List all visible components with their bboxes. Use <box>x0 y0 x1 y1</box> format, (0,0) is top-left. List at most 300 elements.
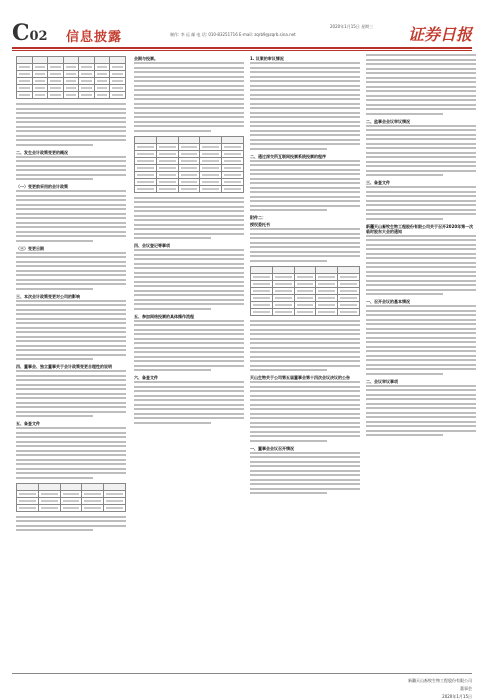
table-cell <box>38 504 60 511</box>
cell-text <box>181 181 198 183</box>
text-line <box>134 281 244 283</box>
table-cell <box>178 185 200 192</box>
text-line <box>16 178 93 180</box>
cell-text <box>202 167 219 169</box>
text-line <box>134 267 244 269</box>
cell-text <box>275 290 292 292</box>
cell-text <box>202 174 219 176</box>
data-table <box>16 483 126 512</box>
text-line <box>366 430 476 432</box>
cell-text <box>66 73 77 75</box>
text-line <box>366 275 476 277</box>
table-cell <box>272 287 294 294</box>
table-cell <box>79 64 95 71</box>
text-line <box>16 204 126 206</box>
table-header-cell <box>17 483 39 490</box>
text-line <box>134 85 244 87</box>
cell-text <box>19 493 36 495</box>
cell-text <box>50 87 61 89</box>
text-line <box>16 126 126 128</box>
text-line <box>250 121 360 123</box>
table-cell <box>104 504 126 511</box>
table-cell <box>272 273 294 280</box>
table-cell <box>316 280 338 287</box>
text-line <box>250 260 327 262</box>
signature-party: 董事会 <box>460 686 472 691</box>
table-row <box>135 171 244 178</box>
text-line <box>250 395 360 397</box>
text-line <box>134 67 244 69</box>
cell-text <box>35 66 46 68</box>
cell-text <box>202 181 219 183</box>
text-line <box>250 237 360 239</box>
table-cell <box>79 85 95 92</box>
cell-text <box>35 87 46 89</box>
section-heading: 四、董事会、独立董事关于会计政策变更合理性的说明 <box>16 364 112 369</box>
text-line <box>250 342 360 344</box>
text-line <box>366 305 476 307</box>
cell-text <box>297 297 314 299</box>
section-heading: 二、发生会计政策变更的概况 <box>16 149 68 155</box>
section-heading: 三、本次会计政策变更对公司的影响 <box>16 293 80 299</box>
section-heading: 1. 议案的审议情况 <box>250 56 284 61</box>
section-heading: 一、董事会会议召开情况 <box>250 445 294 451</box>
cell-text <box>181 188 198 190</box>
table-header-cell <box>82 483 104 490</box>
text-line <box>134 351 244 353</box>
cell-text <box>159 146 176 148</box>
table-cell <box>294 301 316 308</box>
text-line <box>16 454 126 456</box>
text-line <box>134 249 244 251</box>
text-line <box>366 218 443 220</box>
cell-text <box>318 290 335 292</box>
cell-text <box>275 276 292 278</box>
text-line <box>250 164 360 166</box>
text-line <box>366 289 476 291</box>
text-line <box>366 165 476 167</box>
table-cell <box>222 143 244 150</box>
text-line <box>16 139 126 141</box>
table-cell <box>316 294 338 301</box>
text-line <box>366 389 476 391</box>
text-line <box>250 417 360 419</box>
text-line <box>134 404 244 406</box>
text-line <box>250 169 360 171</box>
text-line <box>16 279 126 281</box>
table-cell <box>294 294 316 301</box>
table-cell <box>60 490 82 497</box>
table-cell <box>222 164 244 171</box>
text-line <box>366 134 476 136</box>
text-line <box>250 426 360 428</box>
cell-text <box>50 94 61 96</box>
text-line <box>250 85 360 87</box>
cell-text <box>112 87 123 89</box>
table-cell <box>63 78 79 85</box>
table-cell <box>222 157 244 164</box>
signature-company: 新疆天山畜牧生物工程股份有限公司 <box>408 678 472 683</box>
text-line <box>366 341 476 343</box>
text-line <box>366 403 476 405</box>
text-line <box>366 407 476 409</box>
table-row <box>17 490 126 497</box>
cell-text <box>224 153 241 155</box>
cell-text <box>318 283 335 285</box>
text-line <box>250 148 327 150</box>
table-cell <box>178 171 200 178</box>
text-line <box>366 373 443 375</box>
cell-text <box>97 87 108 89</box>
text-line <box>16 336 126 338</box>
text-line <box>366 248 476 250</box>
text-line <box>366 213 476 215</box>
section-heading: 六、备查文件 <box>134 375 158 380</box>
table-header-cell <box>272 266 294 273</box>
cell-text <box>112 94 123 96</box>
text-line <box>16 274 126 276</box>
table-cell <box>156 143 178 150</box>
text-line <box>16 190 126 192</box>
cell-text <box>159 160 176 162</box>
text-line <box>134 390 244 392</box>
table-cell <box>135 178 157 185</box>
table-cell <box>338 308 360 315</box>
cell-text <box>181 146 198 148</box>
text-line <box>250 452 360 454</box>
paragraph <box>16 370 126 417</box>
table-cell <box>222 150 244 157</box>
table-cell <box>63 64 79 71</box>
text-line <box>16 436 126 438</box>
table-header-cell <box>135 136 157 143</box>
text-line <box>16 130 126 132</box>
text-line <box>366 152 476 154</box>
text-line <box>16 208 126 210</box>
table-cell <box>156 150 178 157</box>
table-cell <box>294 287 316 294</box>
table-row <box>251 308 360 315</box>
paragraph <box>366 235 476 296</box>
text-line <box>134 224 244 226</box>
text-line <box>366 68 476 70</box>
cell-text <box>159 167 176 169</box>
text-line <box>366 416 476 418</box>
text-line <box>250 465 360 467</box>
table-row <box>17 78 126 85</box>
text-line <box>16 529 93 531</box>
text-line <box>250 399 360 401</box>
table-cell <box>17 490 39 497</box>
text-line <box>16 468 126 470</box>
section-heading: 二、会议审议事项 <box>366 378 398 384</box>
cell-text <box>112 66 123 68</box>
text-line <box>250 178 360 180</box>
text-line <box>250 80 360 82</box>
table-cell <box>63 85 79 92</box>
cell-text <box>297 276 314 278</box>
text-line <box>16 370 126 372</box>
table-cell <box>156 185 178 192</box>
cell-text <box>81 66 92 68</box>
section-heading: 三、备查文件 <box>366 180 390 185</box>
text-line <box>250 435 360 437</box>
text-line <box>366 266 476 268</box>
cell-text <box>19 80 30 82</box>
table-cell <box>316 301 338 308</box>
text-line <box>16 516 126 518</box>
text-line <box>134 356 244 358</box>
text-line <box>134 272 244 274</box>
table-row <box>17 92 126 99</box>
text-line <box>250 386 360 388</box>
table-cell <box>94 71 110 78</box>
text-line <box>250 191 360 193</box>
table-cell <box>200 157 222 164</box>
table-header-cell <box>48 57 64 64</box>
paragraph <box>250 62 360 150</box>
cell-text <box>81 94 92 96</box>
text-line <box>366 195 476 197</box>
cell-text <box>224 188 241 190</box>
text-line <box>250 116 360 118</box>
table-cell <box>17 92 33 99</box>
text-line <box>366 280 476 282</box>
table-header-cell <box>32 57 48 64</box>
cell-text <box>106 500 123 502</box>
table-cell <box>48 71 64 78</box>
table-row <box>135 143 244 150</box>
table-cell <box>251 287 273 294</box>
text-line <box>134 121 244 123</box>
cell-text <box>137 188 154 190</box>
text-line <box>16 199 126 201</box>
cell-text <box>63 500 80 502</box>
table-cell <box>48 78 64 85</box>
text-line <box>16 393 126 395</box>
text-line <box>134 320 244 322</box>
text-line <box>134 290 244 292</box>
section-heading: （一）变更前采用的会计政策 <box>16 184 68 189</box>
cell-text <box>275 311 292 313</box>
cell-text <box>84 507 101 509</box>
text-line <box>366 323 476 325</box>
text-line <box>16 240 93 242</box>
text-line <box>250 187 360 189</box>
section-heading: 五、参加网络投票的具体操作流程 <box>134 313 194 319</box>
text-line <box>250 107 360 109</box>
text-line <box>366 328 476 330</box>
text-line <box>250 173 360 175</box>
cell-text <box>137 146 154 148</box>
cell-text <box>137 181 154 183</box>
text-line <box>134 365 244 367</box>
text-line <box>16 432 126 434</box>
text-line <box>366 364 476 366</box>
paragraph <box>134 381 244 424</box>
text-line <box>16 415 93 417</box>
table-cell <box>156 157 178 164</box>
text-line <box>16 165 126 167</box>
table-cell <box>222 185 244 192</box>
table-cell <box>48 92 64 99</box>
text-line <box>16 520 126 522</box>
cell-text <box>66 87 77 89</box>
cell-text <box>84 493 101 495</box>
text-line <box>16 327 126 329</box>
text-line <box>366 108 476 110</box>
cell-text <box>19 500 36 502</box>
table-row <box>17 85 126 92</box>
text-line <box>134 329 244 331</box>
table-cell <box>222 171 244 178</box>
cell-text <box>202 153 219 155</box>
paragraph <box>16 156 126 181</box>
table-row <box>135 164 244 171</box>
text-line <box>134 103 244 105</box>
cell-text <box>35 80 46 82</box>
text-line <box>366 398 476 400</box>
text-line <box>134 197 244 199</box>
cell-text <box>106 507 123 509</box>
cell-text <box>202 146 219 148</box>
text-line <box>366 293 443 295</box>
paragraph <box>134 249 244 310</box>
text-line <box>366 284 476 286</box>
table-row <box>17 71 126 78</box>
text-line <box>134 342 244 344</box>
table-header-cell <box>94 57 110 64</box>
cell-text <box>137 167 154 169</box>
cell-text <box>224 160 241 162</box>
text-line <box>366 81 476 83</box>
table-cell <box>32 78 48 85</box>
paragraph <box>250 381 360 442</box>
paragraph <box>250 452 360 495</box>
cell-text <box>50 73 61 75</box>
table-cell <box>178 143 200 150</box>
table-cell <box>82 504 104 511</box>
section-heading: 会期与投票。 <box>134 56 158 61</box>
text-line <box>250 479 360 481</box>
text-line <box>366 147 476 149</box>
column-2 <box>134 54 244 672</box>
table-cell <box>60 504 82 511</box>
table-row <box>251 266 360 273</box>
text-line <box>16 283 126 285</box>
table-cell <box>32 92 48 99</box>
cell-text <box>81 87 92 89</box>
text-line <box>366 186 476 188</box>
header-contact: 制作: 李 远 邮 电 话: 010-83251716 E-mail: zqrb9@zqrb.sina.net <box>170 32 296 37</box>
table-header-cell <box>63 57 79 64</box>
table-cell <box>316 273 338 280</box>
table-cell <box>135 185 157 192</box>
table-header-cell <box>338 266 360 273</box>
text-line <box>250 360 360 362</box>
text-line <box>16 379 126 381</box>
cell-text <box>50 66 61 68</box>
text-line <box>16 135 126 137</box>
text-line <box>366 350 476 352</box>
text-line <box>366 90 476 92</box>
text-line <box>16 108 126 110</box>
section-heading: 二、监事会会议审议情况 <box>366 118 410 124</box>
table-cell <box>178 157 200 164</box>
text-line <box>366 385 476 387</box>
text-line <box>134 210 244 212</box>
paragraph <box>250 160 360 212</box>
cell-text <box>137 160 154 162</box>
text-line <box>250 440 327 442</box>
table-cell <box>156 178 178 185</box>
text-line <box>134 324 244 326</box>
cell-text <box>35 73 46 75</box>
cell-text <box>159 181 176 183</box>
text-line <box>16 477 93 479</box>
text-line <box>134 417 244 419</box>
cell-text <box>253 290 270 292</box>
data-table <box>134 136 244 193</box>
cell-text <box>159 174 176 176</box>
text-line <box>134 201 244 203</box>
text-line <box>134 333 244 335</box>
text-line <box>366 421 476 423</box>
text-line <box>16 270 126 272</box>
text-line <box>134 347 244 349</box>
table-cell <box>48 64 64 71</box>
text-line <box>134 422 211 424</box>
cell-text <box>97 80 108 82</box>
text-line <box>250 461 360 463</box>
text-line <box>366 239 476 241</box>
text-line <box>366 332 476 334</box>
text-line <box>134 285 244 287</box>
text-line <box>16 103 126 105</box>
text-line <box>366 77 476 79</box>
text-line <box>134 125 244 127</box>
text-line <box>16 313 126 315</box>
column-1 <box>16 54 126 672</box>
cell-text <box>84 500 101 502</box>
table-cell <box>135 171 157 178</box>
text-line <box>250 143 360 145</box>
cell-text <box>41 493 58 495</box>
cell-text <box>202 188 219 190</box>
cell-text <box>41 500 58 502</box>
text-line <box>250 492 327 494</box>
paragraph <box>16 252 126 290</box>
cell-text <box>35 94 46 96</box>
cell-text <box>112 73 123 75</box>
text-line <box>134 303 244 305</box>
table-row <box>251 301 360 308</box>
cell-text <box>106 493 123 495</box>
text-line <box>16 349 126 351</box>
text-line <box>16 265 126 267</box>
cell-text <box>159 188 176 190</box>
text-line <box>250 422 360 424</box>
table-cell <box>338 280 360 287</box>
table-cell <box>17 497 39 504</box>
table-cell <box>110 85 126 92</box>
cell-text <box>97 73 108 75</box>
table-cell <box>251 294 273 301</box>
cell-text <box>66 66 77 68</box>
text-line <box>366 86 476 88</box>
text-line <box>250 390 360 392</box>
text-line <box>366 204 476 206</box>
